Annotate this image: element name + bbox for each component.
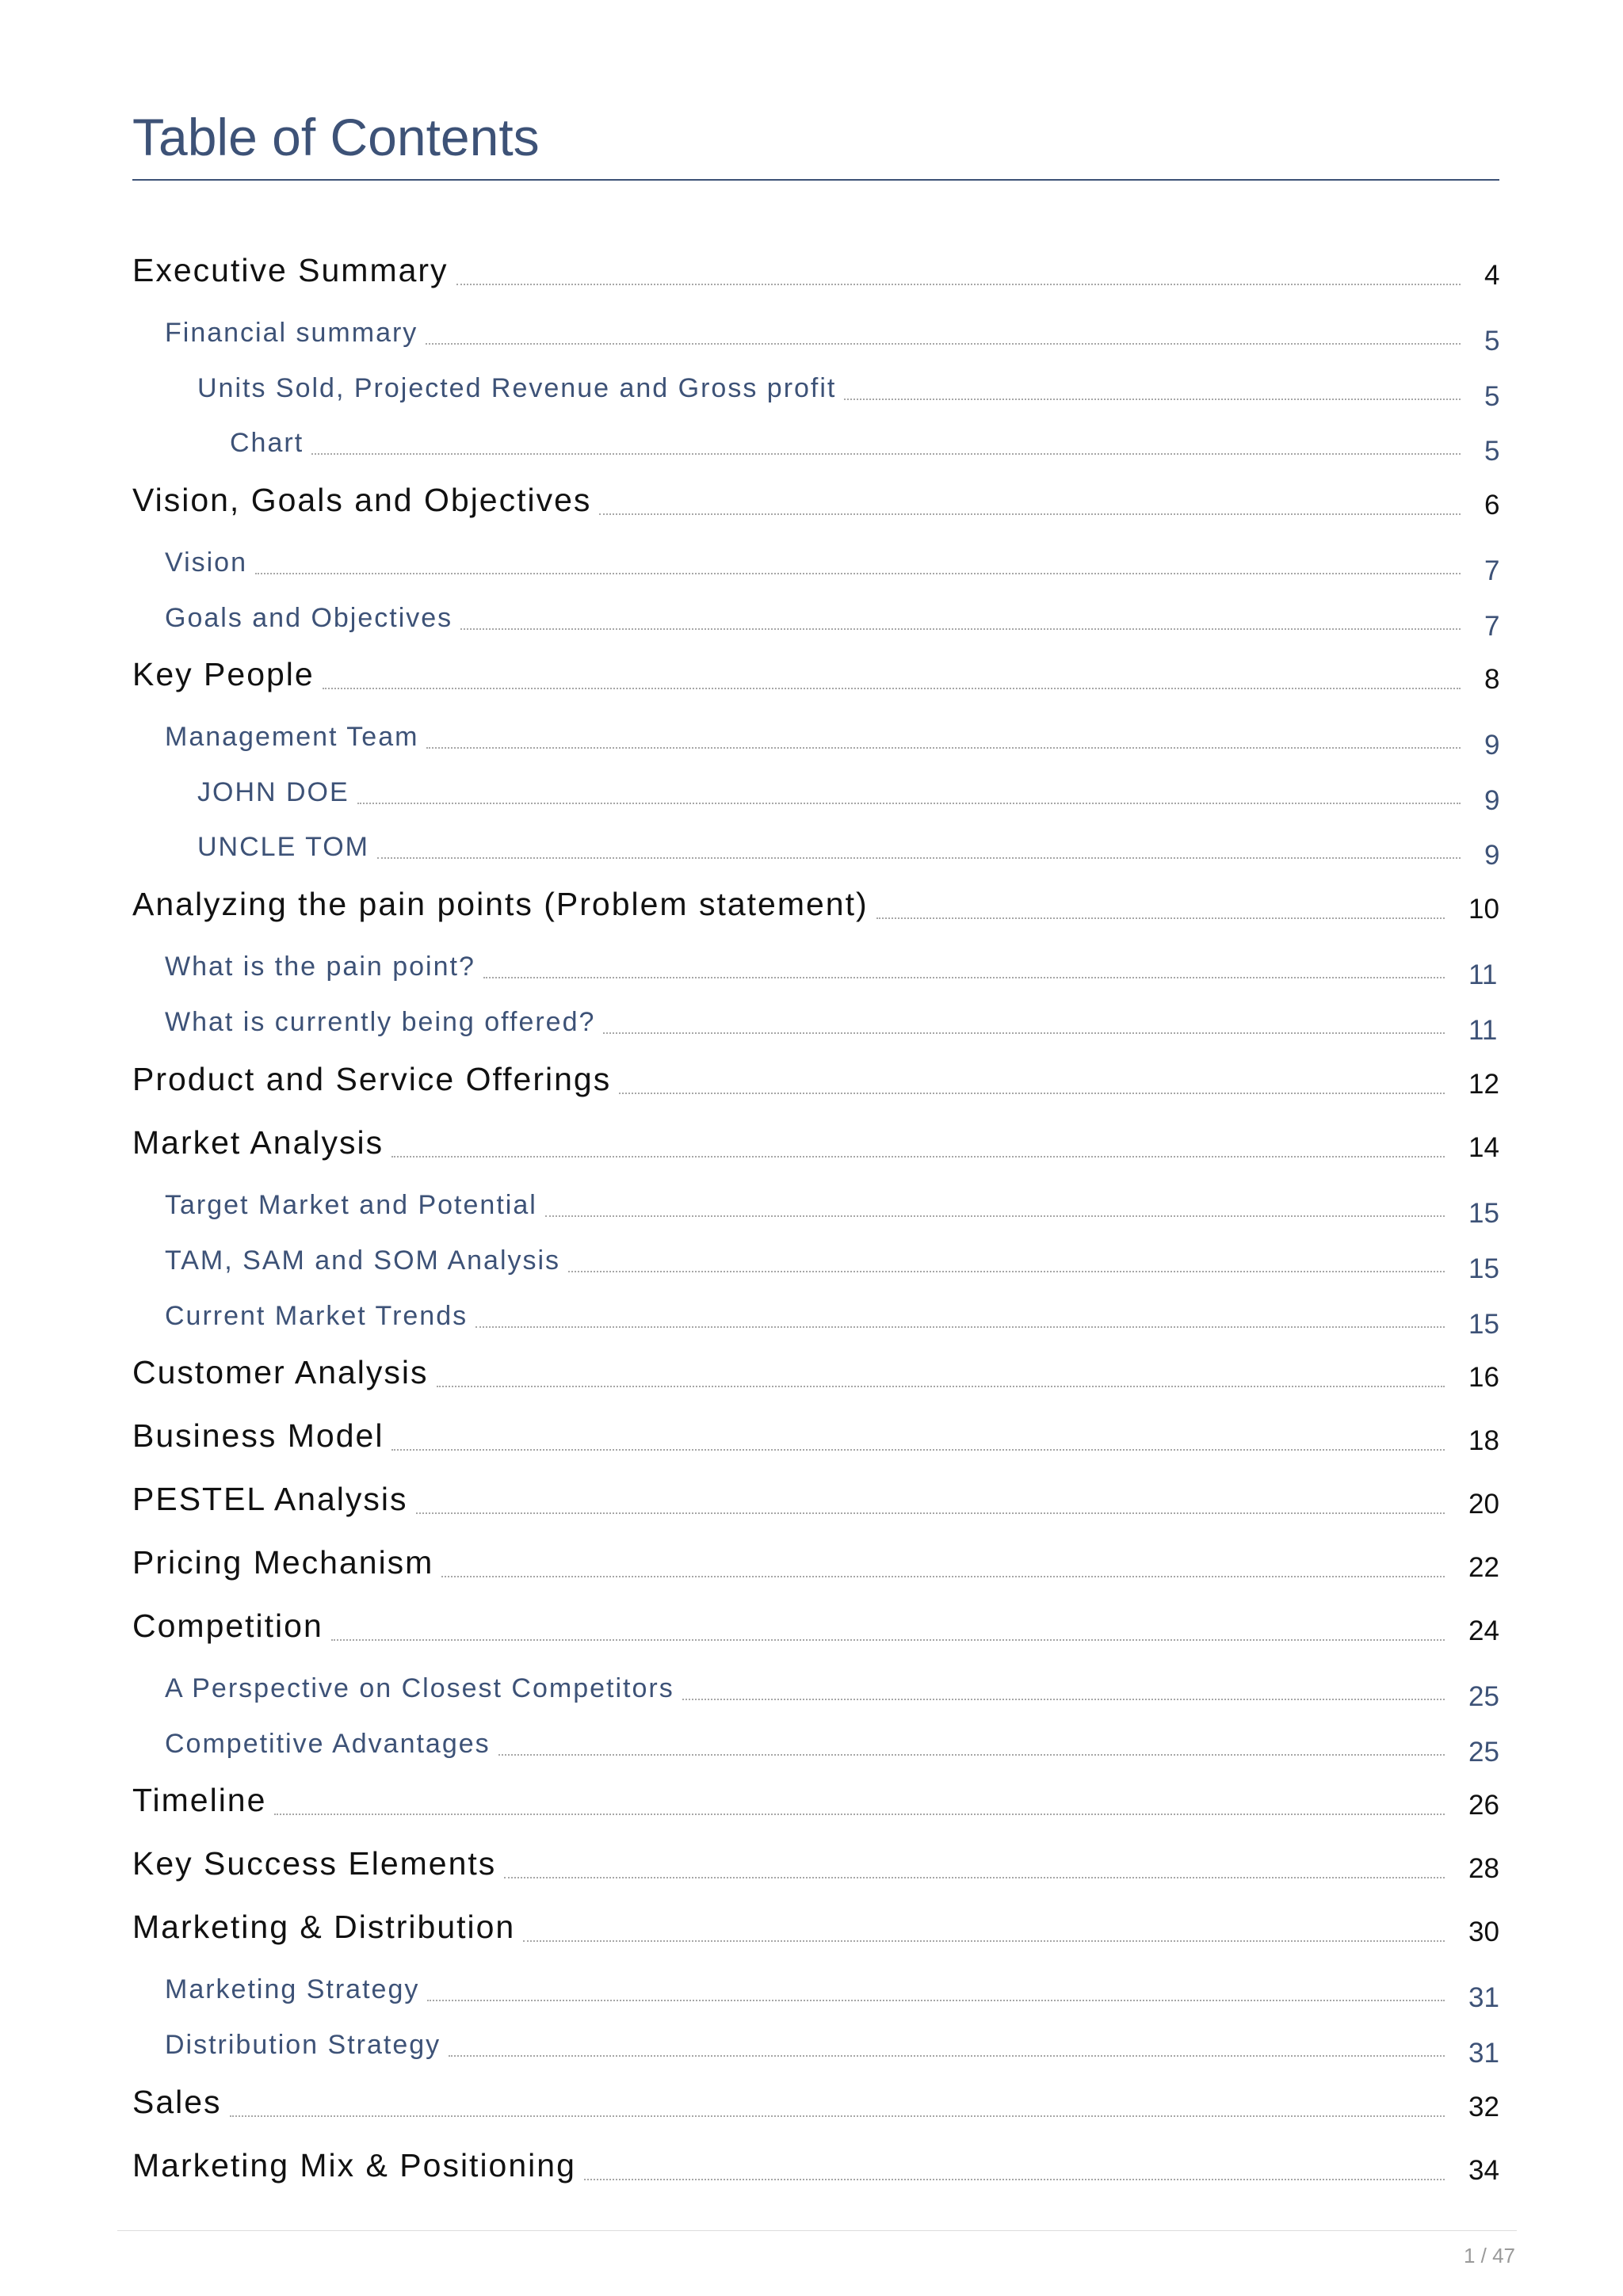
toc-entry[interactable] (165, 1239, 1456, 1277)
toc-entry-page-number: 28 (1468, 1853, 1499, 1884)
dot-leader (523, 1940, 1445, 1942)
toc-entry-label: Executive Summary (132, 252, 449, 288)
toc-entry[interactable] (132, 2084, 1456, 2122)
toc-entry[interactable] (132, 1061, 1456, 1099)
toc-entry-label: TAM, SAM and SOM Analysis (165, 1245, 561, 1276)
toc-entry-page-number: 20 (1468, 1489, 1499, 1520)
toc-entry-label: Chart (230, 428, 304, 458)
toc-entry[interactable] (165, 945, 1456, 983)
toc-entry[interactable] (132, 1782, 1456, 1820)
toc-entry[interactable] (165, 1295, 1456, 1333)
toc-entry-label: Timeline (132, 1782, 267, 1818)
toc-entry[interactable] (132, 1481, 1456, 1519)
toc-entry-label: Product and Service Offerings (132, 1061, 612, 1097)
toc-entry-page-number: 5 (1484, 326, 1500, 357)
dot-leader (460, 628, 1461, 630)
toc-entry-label: Business Model (132, 1417, 384, 1454)
toc-entry-page-number: 15 (1468, 1198, 1499, 1229)
dot-leader (619, 1093, 1445, 1094)
toc-entry-page-number: 12 (1468, 1069, 1499, 1100)
toc-entry[interactable] (197, 367, 1472, 405)
toc-entry[interactable] (132, 252, 1472, 290)
toc-entry-page-number: 15 (1468, 1309, 1499, 1340)
toc-entry-label: Marketing & Distribution (132, 1909, 516, 1945)
toc-entry[interactable] (197, 771, 1472, 809)
dot-leader (323, 688, 1461, 689)
toc-entry-page-number: 32 (1468, 2092, 1499, 2122)
dot-leader (357, 803, 1461, 804)
toc-entry[interactable] (132, 1417, 1456, 1455)
dot-leader (603, 1032, 1445, 1034)
toc-entry[interactable] (165, 1722, 1456, 1760)
toc-entry-page-number: 15 (1468, 1253, 1499, 1284)
toc-entry-page-number: 6 (1484, 490, 1500, 521)
toc-entry[interactable] (132, 1544, 1456, 1582)
toc-entry-page-number: 31 (1468, 1982, 1499, 2013)
toc-entry-label: Units Sold, Projected Revenue and Gross profit (197, 373, 837, 403)
toc-entry-label: Competition (132, 1608, 323, 1644)
dot-leader (545, 1215, 1445, 1217)
toc-entry[interactable] (165, 311, 1472, 349)
toc-entry-label: Goals and Objectives (165, 603, 453, 633)
dot-leader (844, 399, 1461, 400)
toc-entry-label: UNCLE TOM (197, 832, 370, 862)
toc-entry[interactable] (230, 421, 1472, 460)
page-title: Table of Contents (132, 108, 540, 166)
toc-entry[interactable] (132, 886, 1456, 924)
toc-entry-page-number: 7 (1484, 555, 1500, 586)
toc-entry[interactable] (165, 1001, 1456, 1039)
toc-entry-label: Market Analysis (132, 1124, 384, 1161)
dot-leader (311, 453, 1461, 455)
dot-leader (255, 573, 1461, 574)
dot-leader (475, 1326, 1445, 1328)
toc-entry-label: Pricing Mechanism (132, 1544, 434, 1581)
dot-leader (584, 2179, 1445, 2180)
toc-entry-label: JOHN DOE (197, 777, 349, 807)
toc-entry-label: Key People (132, 656, 315, 692)
toc-entry-page-number: 25 (1468, 1737, 1499, 1768)
toc-entry-page-number: 26 (1468, 1790, 1499, 1821)
toc-entry-page-number: 9 (1484, 840, 1500, 871)
toc-entry-page-number: 11 (1468, 959, 1498, 990)
dot-leader (876, 917, 1445, 919)
toc-entry-label: Distribution Strategy (165, 2030, 441, 2060)
dot-leader (441, 1576, 1445, 1577)
toc-entry[interactable] (165, 1968, 1456, 2006)
dot-leader (449, 2055, 1445, 2057)
toc-entry-page-number: 9 (1484, 730, 1500, 761)
toc-entry-page-number: 5 (1484, 436, 1500, 467)
toc-entry-page-number: 7 (1484, 611, 1500, 642)
toc-entry[interactable] (165, 597, 1472, 635)
dot-leader (416, 1512, 1445, 1514)
toc-entry-page-number: 5 (1484, 381, 1500, 412)
dot-leader (391, 1449, 1445, 1451)
toc-entry[interactable] (165, 715, 1472, 753)
toc-entry-label: Vision (165, 547, 247, 578)
toc-entry-label: A Perspective on Closest Competitors (165, 1673, 674, 1703)
toc-entry[interactable] (132, 2147, 1456, 2185)
dot-leader (426, 343, 1461, 345)
toc-entry-page-number: 4 (1484, 260, 1500, 291)
toc-entry-page-number: 14 (1468, 1132, 1499, 1163)
toc-entry-label: Competitive Advantages (165, 1729, 491, 1759)
toc-entry-page-number: 8 (1484, 664, 1500, 695)
toc-entry-page-number: 10 (1468, 894, 1499, 925)
toc-entry-page-number: 24 (1468, 1615, 1499, 1646)
toc-entry-page-number: 9 (1484, 785, 1500, 816)
toc-entry-label: Financial summary (165, 318, 418, 348)
toc-entry-label: Marketing Mix & Positioning (132, 2147, 576, 2183)
footer-divider (117, 2230, 1517, 2231)
toc-entry[interactable] (132, 656, 1472, 694)
toc-entry[interactable] (165, 541, 1472, 579)
toc-entry-label: Analyzing the pain points (Problem statement) (132, 886, 869, 922)
toc-entry-label: Current Market Trends (165, 1301, 468, 1331)
toc-entry[interactable] (197, 826, 1472, 864)
toc-entry-label: Management Team (165, 722, 419, 752)
toc-entry-page-number: 22 (1468, 1552, 1499, 1583)
dot-leader (391, 1156, 1445, 1158)
toc-entry-page-number: 30 (1468, 1917, 1499, 1947)
toc-entry-label: Target Market and Potential (165, 1190, 537, 1220)
toc-entry-page-number: 16 (1468, 1362, 1499, 1393)
dot-leader (483, 977, 1445, 978)
toc-entry-label: Customer Analysis (132, 1354, 429, 1390)
toc-entry-page-number: 11 (1468, 1015, 1498, 1046)
toc-entry[interactable] (132, 1845, 1456, 1883)
dot-leader (504, 1877, 1445, 1878)
dot-leader (331, 1639, 1445, 1641)
toc-entry[interactable] (132, 1909, 1456, 1947)
page-indicator: 1 / 47 (1463, 2244, 1515, 2267)
toc-entry-label: What is currently being offered? (165, 1007, 596, 1037)
dot-leader (427, 2000, 1445, 2001)
toc-entry[interactable] (132, 1608, 1456, 1646)
toc-entry-page-number: 25 (1468, 1681, 1499, 1712)
dot-leader (274, 1814, 1445, 1815)
toc-entry-page-number: 18 (1468, 1425, 1499, 1456)
toc-entry[interactable] (132, 482, 1472, 520)
toc-entry[interactable] (165, 1667, 1456, 1705)
dot-leader (230, 2115, 1445, 2117)
dot-leader (682, 1699, 1445, 1700)
dot-leader (426, 747, 1461, 749)
toc-entry-label: Vision, Goals and Objectives (132, 482, 592, 518)
dot-leader (377, 857, 1461, 859)
toc-entry[interactable] (132, 1124, 1456, 1162)
toc-entry[interactable] (165, 2023, 1456, 2061)
toc-entry[interactable] (165, 1184, 1456, 1222)
toc-entry-label: Key Success Elements (132, 1845, 497, 1882)
toc-entry-label: PESTEL Analysis (132, 1481, 408, 1517)
dot-leader (456, 284, 1461, 285)
dot-leader (599, 513, 1461, 515)
dot-leader (568, 1271, 1445, 1272)
toc-entry-label: Sales (132, 2084, 222, 2120)
toc-entry-page-number: 34 (1468, 2155, 1499, 2186)
toc-entry-page-number: 31 (1468, 2038, 1499, 2069)
toc-entry-label: What is the pain point? (165, 952, 475, 982)
toc-entry-label: Marketing Strategy (165, 1974, 420, 2004)
toc-entry[interactable] (132, 1354, 1456, 1392)
dot-leader (498, 1754, 1445, 1756)
dot-leader (437, 1386, 1445, 1387)
